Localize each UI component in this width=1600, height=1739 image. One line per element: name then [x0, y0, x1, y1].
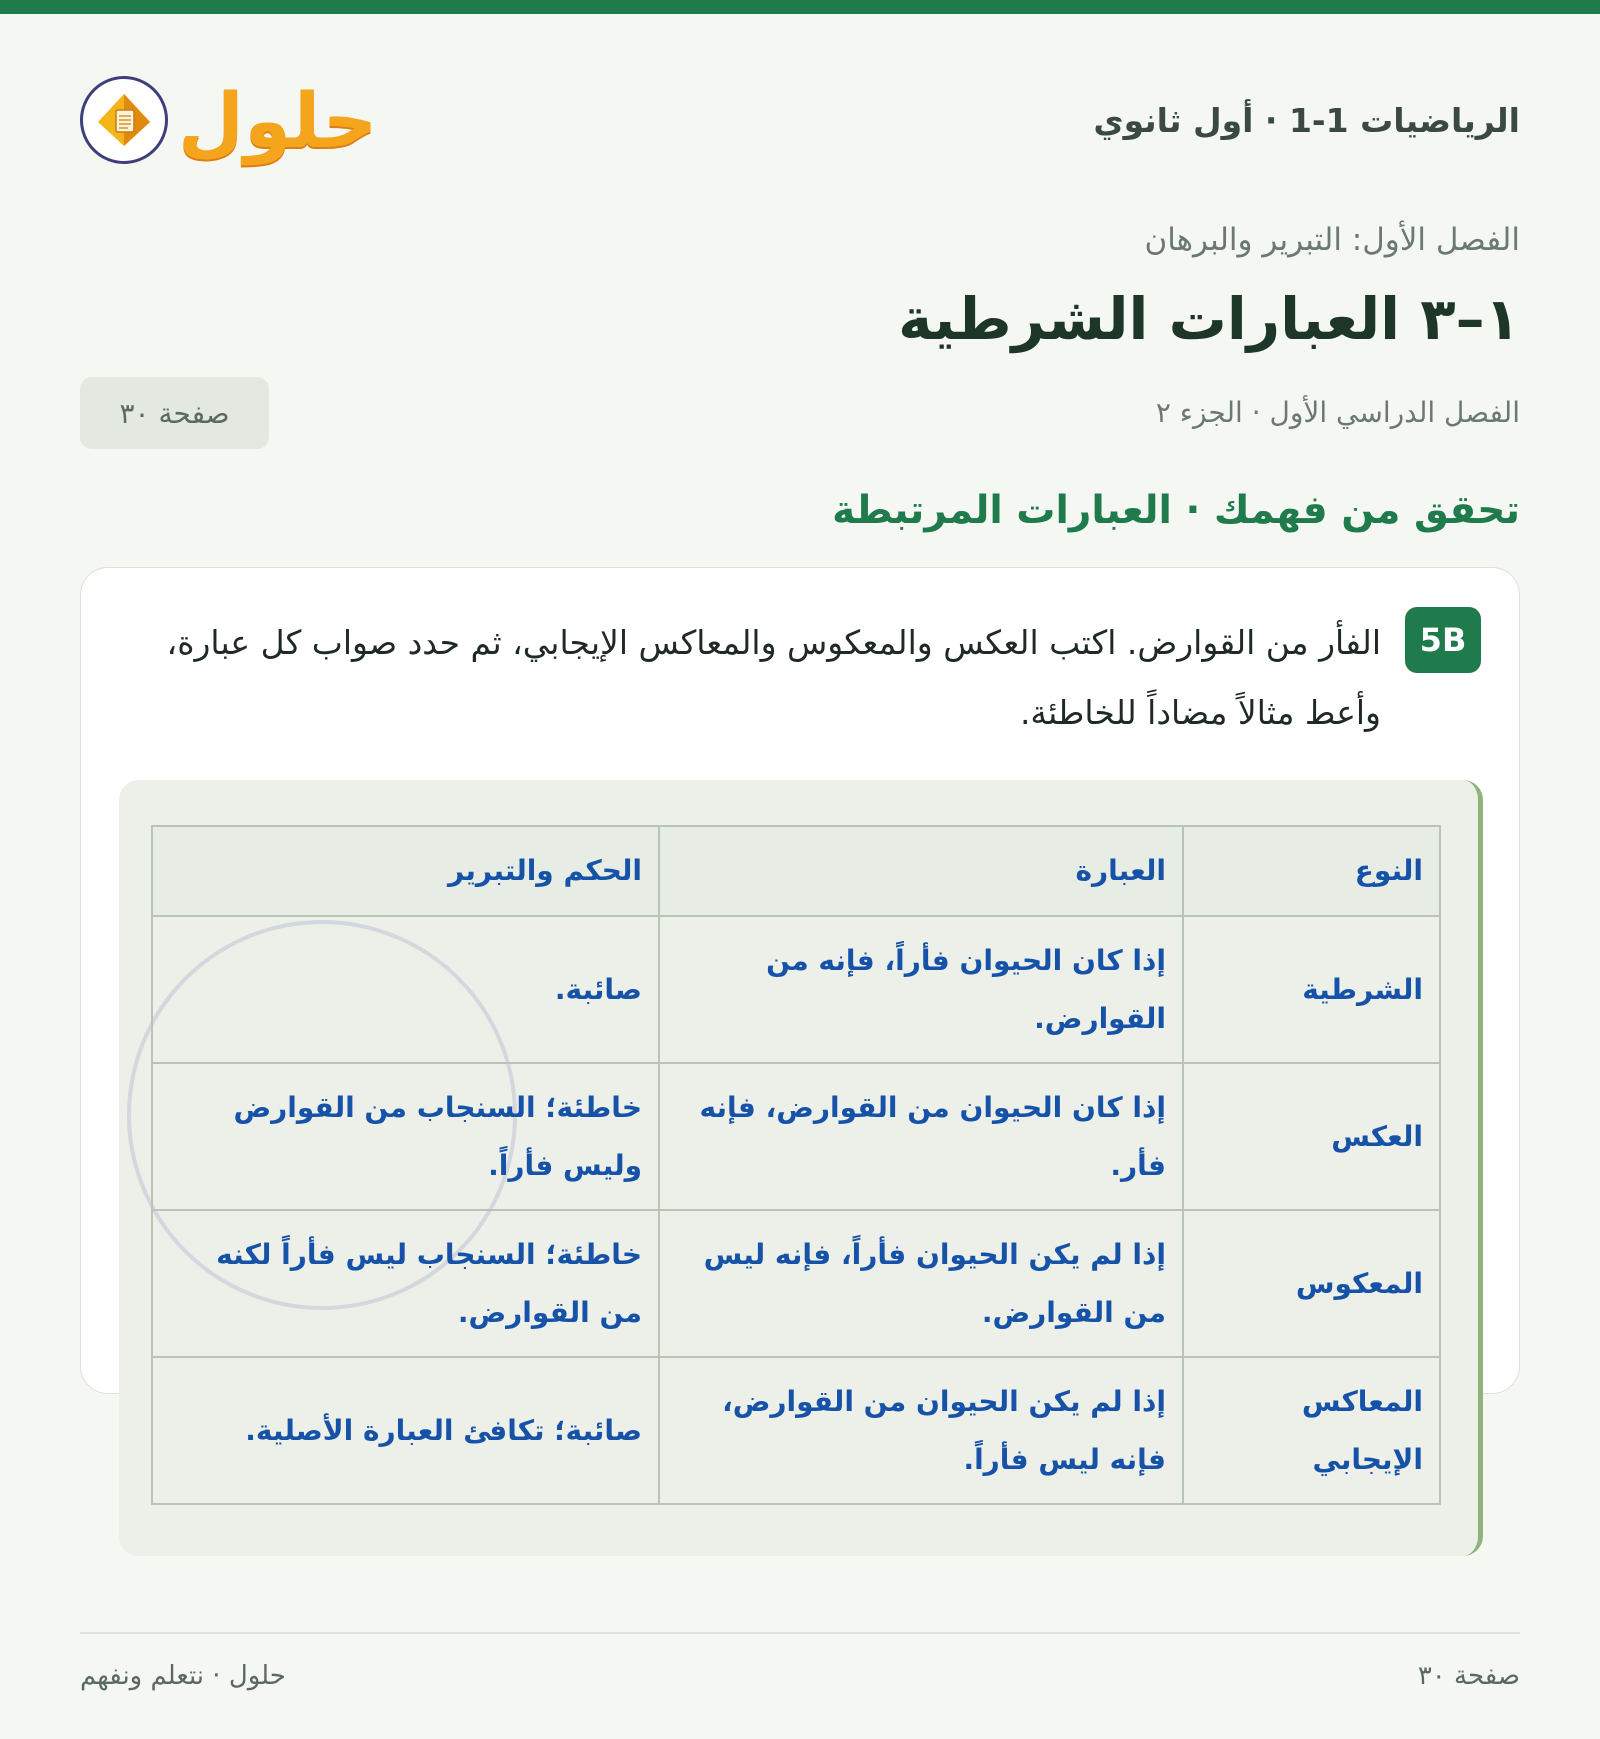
header-verdict: الحكم والتبرير: [152, 826, 659, 916]
row-type: المعاكس الإيجابي: [1183, 1357, 1440, 1504]
row-statement: إذا لم يكن الحيوان فأراً، فإنه ليس من القوارض.: [659, 1210, 1183, 1357]
top-accent-bar: [0, 0, 1600, 14]
question-text: الفأر من القوارض. اكتب العكس والمعكوس والمعاكس الإيجابي، ثم حدد صواب كل عبارة، وأعط مثالاً مضاداً للخاطئة.: [166, 623, 1381, 732]
table-row: [152, 1210, 1440, 1357]
course-title: الرياضيات 1-1 · أول ثانوي: [1093, 100, 1520, 140]
term-meta: الفصل الدراسي الأول · الجزء ٢: [1155, 396, 1520, 429]
logo: [80, 76, 377, 165]
footer-divider: [80, 1632, 1520, 1634]
row-verdict: صائبة.: [152, 916, 659, 1063]
footer-page-number: صفحة ٣٠: [1417, 1661, 1520, 1691]
answer-table: [151, 825, 1441, 1505]
chapter-label: الفصل الأول: التبرير والبرهان: [1144, 222, 1520, 258]
row-statement: إذا كان الحيوان فأراً، فإنه من القوارض.: [659, 916, 1183, 1063]
table-row: [152, 1357, 1440, 1504]
lesson-title: ١–٣ العبارات الشرطية: [898, 285, 1520, 353]
header-statement: العبارة: [659, 826, 1183, 916]
row-type: الشرطية: [1183, 916, 1440, 1063]
table-row: [152, 916, 1440, 1063]
row-verdict: خاطئة؛ السنجاب من القوارض وليس فأراً.: [152, 1063, 659, 1210]
book-icon: [94, 90, 154, 150]
page-number-badge: صفحة ٣٠: [80, 377, 269, 449]
row-statement: إذا كان الحيوان من القوارض، فإنه فأر.: [659, 1063, 1183, 1210]
logo-emblem: [80, 76, 168, 164]
section-title: تحقق من فهمك · العبارات المرتبطة: [832, 488, 1520, 533]
question-card: [80, 567, 1520, 1476]
row-verdict: صائبة؛ تكافئ العبارة الأصلية.: [152, 1357, 659, 1504]
answer-panel: [119, 780, 1483, 1556]
row-verdict: خاطئة؛ السنجاب ليس فأراً لكنه من القوارض.: [152, 1210, 659, 1357]
page-header: [80, 60, 1520, 180]
footer-brand: حلول · نتعلم ونفهم: [80, 1661, 286, 1691]
logo-wordmark: حلول: [178, 75, 378, 165]
row-statement: إذا لم يكن الحيوان من القوارض، فإنه ليس فأراً.: [659, 1357, 1183, 1504]
question-number-badge: 5B: [1405, 607, 1481, 673]
row-type: العكس: [1183, 1063, 1440, 1210]
table-row: [152, 1063, 1440, 1210]
table-header-row: [152, 826, 1440, 916]
row-type: المعكوس: [1183, 1210, 1440, 1357]
header-type: النوع: [1183, 826, 1440, 916]
